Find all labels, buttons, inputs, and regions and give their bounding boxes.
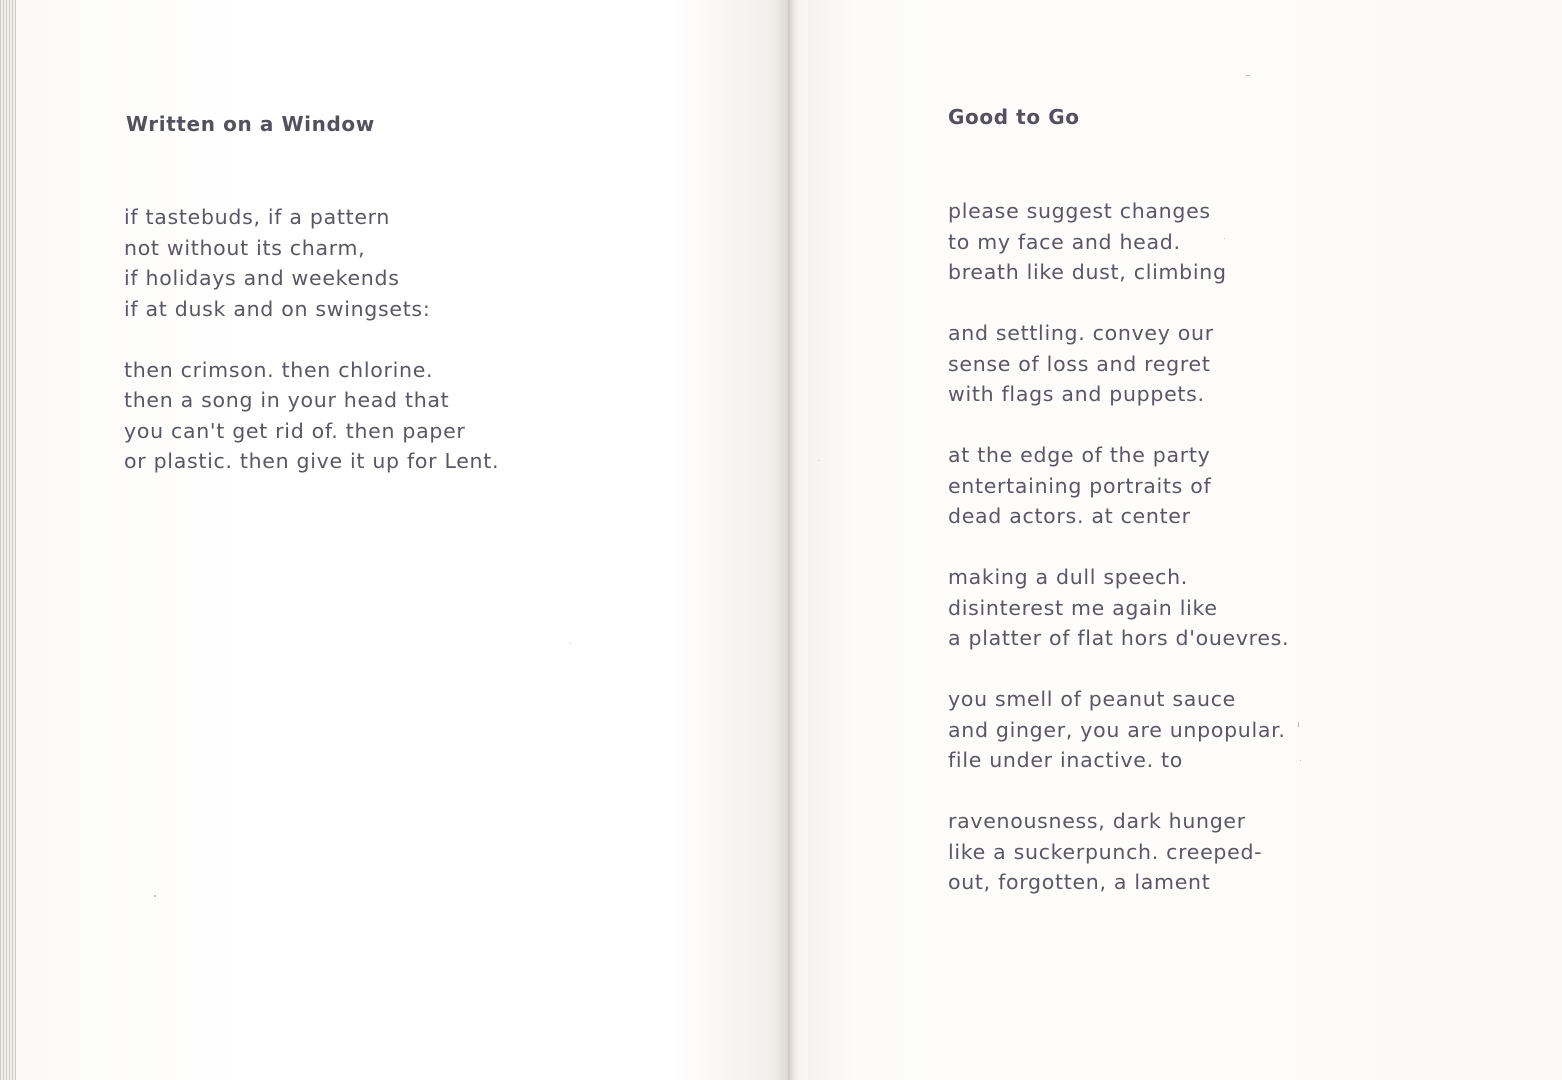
- poem-line: a platter of flat hors d'ouevres.: [948, 626, 1290, 650]
- page-edges: [0, 0, 16, 1080]
- poem-title: Good to Go: [948, 105, 1080, 129]
- stanza: [948, 684, 1289, 776]
- poem-line: at the edge of the party: [948, 443, 1211, 467]
- poem-line: file under inactive. to: [948, 748, 1184, 772]
- stanza: [948, 196, 1289, 288]
- paper-speck: [818, 460, 819, 461]
- paper-speck: [154, 895, 156, 897]
- poem-body: [124, 202, 499, 477]
- paper-speck: [1300, 760, 1301, 761]
- poem-line: you smell of peanut sauce: [948, 687, 1236, 711]
- poem-line: disinterest me again like: [948, 595, 1218, 620]
- poem-line: you can't get rid of. then paper: [124, 418, 466, 443]
- poem-line: please suggest changes: [948, 199, 1211, 223]
- poem-line: entertaining portraits of: [948, 473, 1212, 498]
- poem-line: if at dusk and on swingsets:: [124, 296, 431, 321]
- paper-speck: [1246, 75, 1250, 76]
- stanza: [948, 318, 1289, 410]
- poem-line: out, forgotten, a lament: [948, 870, 1211, 894]
- poem-line: breath like dust, climbing: [948, 260, 1227, 284]
- poem-body: [948, 196, 1289, 898]
- poem-line: then crimson. then chlorine.: [124, 357, 434, 382]
- paper-speck: [570, 643, 571, 644]
- poem-line: and settling. convey our: [948, 321, 1214, 345]
- poem-line: if tastebuds, if a pattern: [124, 205, 391, 229]
- poem-line: not without its charm,: [124, 235, 366, 260]
- paper-speck: [1298, 722, 1299, 727]
- stanza: [948, 440, 1289, 532]
- poem-line: or plastic. then give it up for Lent.: [124, 449, 500, 473]
- poem-line: like a suckerpunch. creeped-: [948, 839, 1263, 864]
- right-page: [808, 0, 1562, 1080]
- left-page: [16, 0, 790, 1080]
- poem-line: with flags and puppets.: [948, 382, 1205, 406]
- poem-line: to my face and head.: [948, 229, 1181, 254]
- paper-speck: [1224, 238, 1225, 239]
- stanza: [948, 806, 1289, 898]
- poem-line: and ginger, you are unpopular.: [948, 717, 1286, 742]
- book-gutter: [788, 0, 808, 1080]
- poem-line: ravenousness, dark hunger: [948, 809, 1246, 833]
- poem-line: making a dull speech.: [948, 565, 1189, 589]
- poem-title: Written on a Window: [126, 112, 375, 136]
- poem-line: sense of loss and regret: [948, 351, 1211, 376]
- stanza: [948, 562, 1289, 654]
- poem-line: dead actors. at center: [948, 504, 1191, 528]
- poem-line: if holidays and weekends: [124, 266, 400, 290]
- stanza: [124, 355, 499, 477]
- stanza: [124, 202, 499, 324]
- poem-line: then a song in your head that: [124, 388, 450, 412]
